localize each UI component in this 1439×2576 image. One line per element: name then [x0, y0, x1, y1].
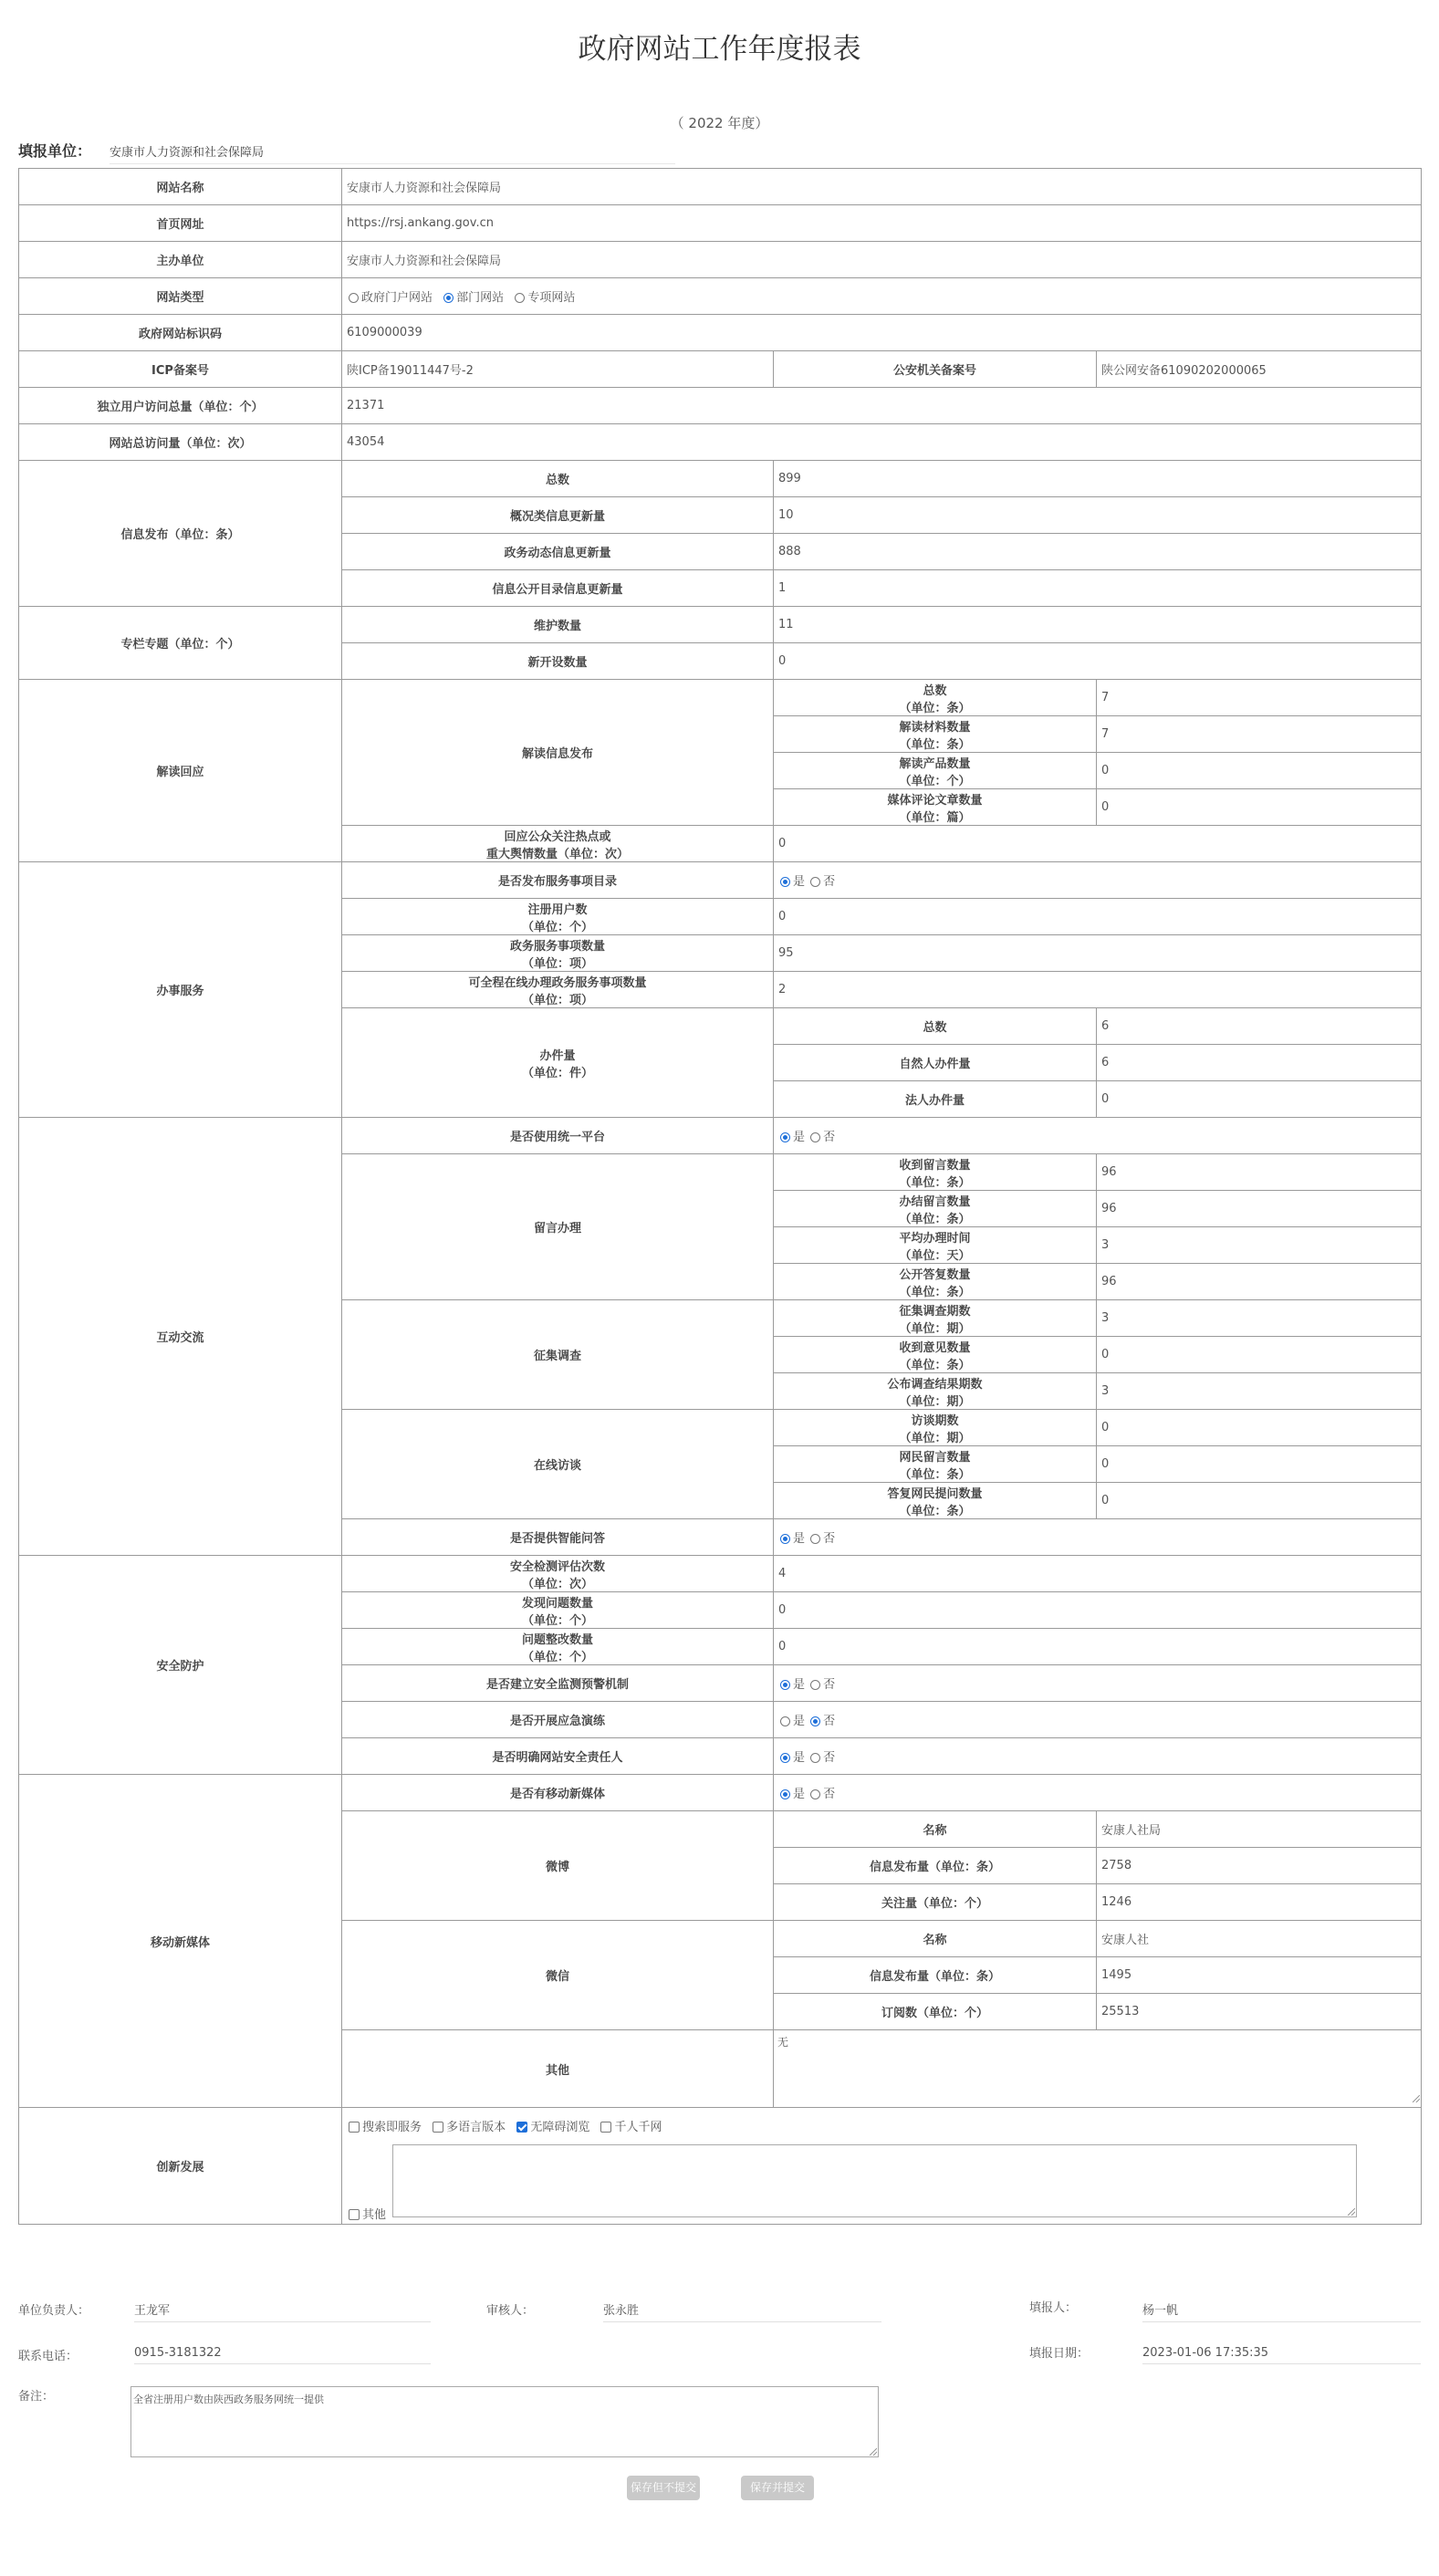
checkbox-personalized[interactable] — [600, 2122, 611, 2133]
interpret-row-value[interactable]: 7 — [1097, 716, 1422, 753]
security-row-label: 发现问题数量 （单位：个） — [342, 1592, 774, 1629]
weibo-row-value[interactable]: 安康人社局 — [1097, 1811, 1422, 1848]
page-title: 政府网站工作年度报表 — [578, 33, 861, 66]
message-row-label: 收到留言数量 （单位：条） — [774, 1154, 1097, 1191]
site-type-radio-portal[interactable] — [349, 293, 359, 303]
uv-label: 独立用户访问总量（单位：个） — [19, 388, 342, 424]
report-year: （ 2022 年度） — [670, 115, 769, 131]
mobile-other-textarea[interactable]: 无 — [776, 2032, 1421, 2103]
security-row-label: 安全检测评估次数 （单位：次） — [342, 1556, 774, 1592]
weibo-row-label: 名称 — [774, 1811, 1097, 1848]
date-input[interactable]: 2023-01-06 17:35:35 — [1142, 2346, 1421, 2364]
filler-unit — [18, 140, 675, 164]
yes-radio[interactable] — [780, 877, 790, 887]
uv-value[interactable]: 21371 — [342, 388, 1422, 424]
mobile-has-options: 是 否 — [774, 1775, 1422, 1811]
homepage-value[interactable]: https://rsj.ankang.gov.cn — [342, 205, 1422, 242]
interview-label: 在线访谈 — [342, 1410, 774, 1519]
option-multi-language: 多语言版本 — [446, 2121, 506, 2134]
service-label: 办事服务 — [19, 862, 342, 1118]
info-row-label: 概况类信息更新量 — [342, 497, 774, 534]
no-radio[interactable] — [810, 1534, 820, 1544]
service-online-value[interactable]: 2 — [774, 972, 1422, 1008]
leader-input[interactable]: 王龙军 — [134, 2300, 431, 2322]
site-id-label: 政府网站标识码 — [19, 315, 342, 351]
info-row-label: 信息公开目录信息更新量 — [342, 570, 774, 607]
reviewer-input[interactable]: 张永胜 — [603, 2300, 881, 2322]
message-row-value[interactable]: 96 — [1097, 1154, 1422, 1191]
message-row-label: 公开答复数量 （单位：条） — [774, 1264, 1097, 1300]
interview-row-label: 访谈期数 （单位：期） — [774, 1410, 1097, 1446]
yes-radio[interactable] — [780, 1789, 790, 1799]
interpret-row-label: 总数 （单位：条） — [774, 680, 1097, 716]
respond-label: 回应公众关注热点或 重大舆情数量（单位：次） — [342, 826, 774, 862]
service-catalog-options: 是 否 — [774, 862, 1422, 899]
wechat-row-value[interactable]: 安康人社 — [1097, 1921, 1422, 1957]
column-row-label: 维护数量 — [342, 607, 774, 643]
no-radio[interactable] — [810, 1680, 820, 1690]
innovation-label: 创新发展 — [19, 2108, 342, 2225]
owner-options: 是 否 — [774, 1738, 1422, 1775]
interpret-label: 解读回应 — [19, 680, 342, 862]
survey-row-label: 征集调查期数 （单位：期） — [774, 1300, 1097, 1337]
innovation-other-textarea[interactable] — [392, 2144, 1357, 2217]
site-name-value[interactable]: 安康市人力资源和社会保障局 — [342, 169, 1422, 205]
info-row-label: 政务动态信息更新量 — [342, 534, 774, 570]
yes-radio[interactable] — [780, 1753, 790, 1763]
filler-unit-value[interactable]: 安康市人力资源和社会保障局 — [109, 142, 675, 164]
filler-person-field — [1029, 2298, 1179, 2318]
volume-row-label: 法人办件量 — [774, 1081, 1097, 1118]
yes-radio[interactable] — [780, 1716, 790, 1726]
interview-row-value[interactable]: 0 — [1097, 1410, 1422, 1446]
weibo-row-value[interactable]: 2758 — [1097, 1848, 1422, 1884]
security-label: 安全防护 — [19, 1556, 342, 1775]
column-row-value[interactable]: 0 — [774, 643, 1422, 680]
option-accessibility: 无障碍浏览 — [530, 2121, 590, 2134]
phone-field — [18, 2346, 222, 2363]
message-row-label: 平均办理时间 （单位：天） — [774, 1227, 1097, 1264]
message-row-value[interactable]: 96 — [1097, 1191, 1422, 1227]
security-row-value[interactable]: 0 — [774, 1592, 1422, 1629]
service-volume-label: 办件量 （单位：件） — [342, 1008, 774, 1118]
info-row-value[interactable]: 10 — [774, 497, 1422, 534]
checkbox-search-service[interactable] — [349, 2122, 360, 2133]
site-id-value[interactable]: 6109000039 — [342, 315, 1422, 351]
interview-row-label: 答复网民提问数量 （单位：条） — [774, 1483, 1097, 1519]
site-type-radio-special[interactable] — [515, 293, 525, 303]
yes-radio[interactable] — [780, 1534, 790, 1544]
monitor-options: 是 否 — [774, 1665, 1422, 1702]
innovation-cell — [342, 2108, 1422, 2225]
no-radio[interactable] — [810, 1753, 820, 1763]
site-name-label: 网站名称 — [19, 169, 342, 205]
survey-row-value[interactable]: 3 — [1097, 1300, 1422, 1337]
option-search-service: 搜索即服务 — [362, 2121, 422, 2134]
smart-qa-label: 是否提供智能问答 — [342, 1519, 774, 1556]
filler-unit-label: 填报单位： — [18, 142, 92, 160]
security-row-value[interactable]: 0 — [774, 1629, 1422, 1665]
site-type-option-department: 部门网站 — [456, 291, 505, 305]
platform-label: 是否使用统一平台 — [342, 1118, 774, 1154]
mobile-label: 移动新媒体 — [19, 1775, 342, 2108]
service-online-label: 可全程在线办理政务服务事项数量 （单位：项） — [342, 972, 774, 1008]
wechat-row-label: 信息发布量（单位：条） — [774, 1957, 1097, 1994]
site-type-radio-department[interactable] — [443, 293, 454, 303]
report-table — [18, 168, 1422, 2225]
volume-row-value[interactable]: 0 — [1097, 1081, 1422, 1118]
weibo-row-label: 关注量（单位：个） — [774, 1884, 1097, 1921]
reviewer-field — [486, 2300, 640, 2318]
save-draft-button[interactable]: 保存但不提交 — [627, 2476, 700, 2500]
platform-options: 是 否 — [774, 1118, 1422, 1154]
site-type-options — [342, 278, 1422, 315]
filler-person-input[interactable]: 杨一帆 — [1142, 2300, 1421, 2322]
icp-label: ICP备案号 — [19, 351, 342, 388]
site-type-label: 网站类型 — [19, 278, 342, 315]
phone-label: 联系电话： — [18, 2350, 78, 2363]
weibo-label: 微博 — [342, 1811, 774, 1921]
message-row-value[interactable]: 3 — [1097, 1227, 1422, 1264]
mobile-other-label: 其他 — [342, 2030, 774, 2108]
survey-row-label: 公布调查结果期数 （单位：期） — [774, 1373, 1097, 1410]
site-type-option-special: 专项网站 — [527, 291, 576, 305]
service-catalog-label: 是否发布服务事项目录 — [342, 862, 774, 899]
volume-row-label: 总数 — [774, 1008, 1097, 1045]
innovation-other — [347, 2205, 386, 2222]
interpret-row-value[interactable]: 0 — [1097, 789, 1422, 826]
survey-label: 征集调查 — [342, 1300, 774, 1410]
reviewer-label: 审核人： — [486, 2304, 535, 2318]
info-row-value[interactable]: 899 — [774, 461, 1422, 497]
wechat-row-value[interactable]: 1495 — [1097, 1957, 1422, 1994]
wechat-row-value[interactable]: 25513 — [1097, 1994, 1422, 2030]
drill-label: 是否开展应急演练 — [342, 1702, 774, 1738]
service-items-label: 政务服务事项数量 （单位：项） — [342, 935, 774, 972]
service-users-value[interactable]: 0 — [774, 899, 1422, 935]
remark-label: 备注： — [18, 2390, 55, 2404]
no-radio[interactable] — [810, 1132, 820, 1142]
interview-row-label: 网民留言数量 （单位：条） — [774, 1446, 1097, 1483]
no-radio[interactable] — [810, 877, 820, 887]
column-row-label: 新开设数量 — [342, 643, 774, 680]
security-row-value[interactable]: 4 — [774, 1556, 1422, 1592]
checkbox-multi-language[interactable] — [433, 2122, 443, 2133]
homepage-label: 首页网址 — [19, 205, 342, 242]
interview-row-value[interactable]: 0 — [1097, 1446, 1422, 1483]
leader-label: 单位负责人： — [18, 2304, 90, 2318]
weibo-row-value[interactable]: 1246 — [1097, 1884, 1422, 1921]
info-row-value[interactable]: 1 — [774, 570, 1422, 607]
leader-field — [18, 2300, 171, 2318]
weibo-row-label: 信息发布量（单位：条） — [774, 1848, 1097, 1884]
column-label: 专栏专题（单位：个） — [19, 607, 342, 680]
drill-options: 是 否 — [774, 1702, 1422, 1738]
yes-radio[interactable] — [780, 1132, 790, 1142]
no-radio[interactable] — [810, 1789, 820, 1799]
mobile-has-label: 是否有移动新媒体 — [342, 1775, 774, 1811]
site-type-option-portal: 政府门户网站 — [361, 291, 433, 305]
volume-row-value[interactable]: 6 — [1097, 1045, 1422, 1081]
interpret-row-label: 媒体评论文章数量 （单位：篇） — [774, 789, 1097, 826]
message-row-label: 办结留言数量 （单位：条） — [774, 1191, 1097, 1227]
remark-textarea[interactable]: 全省注册用户数由陕西政务服务网统一提供 — [130, 2386, 879, 2457]
date-label: 填报日期： — [1029, 2347, 1090, 2361]
save-submit-button[interactable]: 保存并提交 — [741, 2476, 814, 2500]
message-label: 留言办理 — [342, 1154, 774, 1300]
interact-label: 互动交流 — [19, 1118, 342, 1556]
info-publish-label: 信息发布（单位：条） — [19, 461, 342, 607]
wechat-row-label: 订阅数（单位：个） — [774, 1994, 1097, 2030]
monitor-label: 是否建立安全监测预警机制 — [342, 1665, 774, 1702]
volume-row-label: 自然人办件量 — [774, 1045, 1097, 1081]
icp-value[interactable]: 陕ICP备19011447号-2 — [342, 351, 774, 388]
pv-value[interactable]: 43054 — [342, 424, 1422, 461]
service-users-label: 注册用户数 （单位：个） — [342, 899, 774, 935]
service-items-value[interactable]: 95 — [774, 935, 1422, 972]
column-row-value[interactable]: 11 — [774, 607, 1422, 643]
respond-value[interactable]: 0 — [774, 826, 1422, 862]
date-field — [1029, 2343, 1269, 2361]
message-row-value[interactable]: 96 — [1097, 1264, 1422, 1300]
sponsor-value[interactable]: 安康市人力资源和社会保障局 — [342, 242, 1422, 278]
checkbox-accessibility[interactable] — [516, 2122, 527, 2133]
smart-qa-options: 是 否 — [774, 1519, 1422, 1556]
sponsor-label: 主办单位 — [19, 242, 342, 278]
filler-person-label: 填报人： — [1029, 2301, 1078, 2315]
interpret-row-value[interactable]: 0 — [1097, 753, 1422, 789]
wechat-row-label: 名称 — [774, 1921, 1097, 1957]
option-personalized: 千人千网 — [614, 2121, 662, 2134]
info-row-value[interactable]: 888 — [774, 534, 1422, 570]
interpret-row-value[interactable]: 7 — [1097, 680, 1422, 716]
info-row-label: 总数 — [342, 461, 774, 497]
survey-row-value[interactable]: 3 — [1097, 1373, 1422, 1410]
police-value[interactable]: 陕公网安备61090202000065 — [1097, 351, 1422, 388]
checkbox-other[interactable] — [349, 2209, 360, 2220]
owner-label: 是否明确网站安全责任人 — [342, 1738, 774, 1775]
survey-row-value[interactable]: 0 — [1097, 1337, 1422, 1373]
police-label: 公安机关备案号 — [774, 351, 1097, 388]
yes-radio[interactable] — [780, 1680, 790, 1690]
interpret-sub-label: 解读信息发布 — [342, 680, 774, 826]
survey-row-label: 收到意见数量 （单位：条） — [774, 1337, 1097, 1373]
interpret-row-label: 解读材料数量 （单位：条） — [774, 716, 1097, 753]
interview-row-value[interactable]: 0 — [1097, 1483, 1422, 1519]
security-row-label: 问题整改数量 （单位：个） — [342, 1629, 774, 1665]
volume-row-value[interactable]: 6 — [1097, 1008, 1422, 1045]
no-radio[interactable] — [810, 1716, 820, 1726]
pv-label: 网站总访问量（单位：次） — [19, 424, 342, 461]
wechat-label: 微信 — [342, 1921, 774, 2030]
interpret-row-label: 解读产品数量 （单位：个） — [774, 753, 1097, 789]
option-other: 其他 — [362, 2208, 387, 2222]
mobile-other-cell — [774, 2030, 1422, 2108]
innovation-options — [347, 2117, 667, 2134]
phone-input[interactable]: 0915-3181322 — [134, 2346, 431, 2364]
